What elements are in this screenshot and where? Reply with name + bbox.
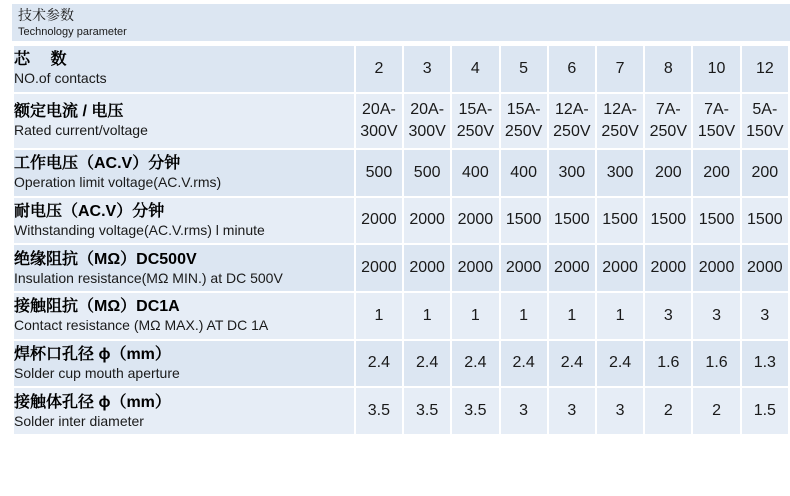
parameter-value-line: 7A-	[655, 100, 681, 118]
parameter-value: 2000	[452, 198, 498, 244]
parameter-value	[693, 94, 739, 148]
parameter-value-line: 150V	[697, 122, 736, 140]
parameter-label-en: Withstanding voltage(AC.V.rms) l minute	[14, 221, 265, 238]
parameter-value: 2000	[356, 245, 402, 291]
parameter-value: 2.4	[597, 341, 643, 387]
parameter-value-line: 12A-	[603, 100, 637, 118]
parameter-value	[501, 94, 547, 148]
parameter-row	[14, 341, 788, 387]
parameter-value: 2000	[645, 245, 691, 291]
parameter-row	[14, 46, 788, 92]
parameter-value-line: 15A-	[458, 100, 493, 118]
parameter-value-line: 7A-	[704, 100, 729, 118]
parameter-value: 500	[404, 150, 450, 196]
parameter-value: 2.4	[452, 341, 498, 387]
parameter-value: 2.4	[404, 341, 450, 387]
parameter-value-line: 250V	[601, 122, 639, 140]
parameter-label-cn: 额定电流 / 电压	[14, 103, 124, 121]
parameter-value: 3	[597, 388, 643, 434]
parameter-value: 2000	[501, 245, 547, 291]
parameter-row	[14, 388, 788, 434]
parameter-label	[14, 94, 354, 148]
parameter-value: 1.6	[645, 341, 691, 387]
parameter-value: 3.5	[356, 388, 402, 434]
parameter-value: 2000	[742, 245, 788, 291]
parameter-value: 2.4	[549, 341, 595, 387]
parameter-value-line: 15A-	[506, 100, 541, 118]
parameter-value-line: 300V	[408, 122, 446, 140]
parameter-value-line: 20A-	[362, 100, 396, 118]
parameter-value: 3	[693, 293, 739, 339]
parameter-value: 400	[501, 150, 547, 196]
parameter-value: 300	[597, 150, 643, 196]
parameter-value: 2000	[452, 245, 498, 291]
parameter-row	[14, 150, 788, 196]
parameter-table	[12, 44, 790, 436]
parameter-value	[404, 94, 450, 148]
parameter-value: 1	[549, 293, 595, 339]
parameter-value: 7	[597, 46, 643, 92]
parameter-row	[14, 293, 788, 339]
parameter-value-line: 12A-	[554, 100, 589, 118]
parameter-value-line: 250V	[456, 122, 495, 140]
parameter-value: 2	[356, 46, 402, 92]
parameter-value: 2.4	[501, 341, 547, 387]
header-title-en: Technology parameter	[18, 26, 127, 38]
parameter-row	[14, 94, 788, 148]
parameter-value: 1	[452, 293, 498, 339]
parameter-value-line: 300V	[360, 122, 398, 140]
parameter-row	[14, 245, 788, 291]
parameter-value: 3	[645, 293, 691, 339]
parameter-value: 4	[452, 46, 498, 92]
parameter-value: 1500	[693, 198, 739, 244]
parameter-value: 3	[404, 46, 450, 92]
parameter-value-line: 250V	[649, 122, 687, 140]
parameter-value: 200	[693, 150, 739, 196]
parameter-label	[14, 198, 354, 244]
header-title-cn: 技术参数	[18, 7, 74, 23]
parameter-value	[645, 94, 691, 148]
parameter-value-line: 250V	[553, 122, 591, 140]
parameter-label-cn: 焊杯口孔径 ϕ（mm）	[14, 345, 171, 363]
parameter-value: 2.4	[356, 341, 402, 387]
parameter-value: 2000	[693, 245, 739, 291]
parameter-label-en: Rated current/voltage	[14, 122, 148, 139]
parameter-value: 3	[501, 388, 547, 434]
parameter-value: 1.3	[742, 341, 788, 387]
parameter-value: 8	[645, 46, 691, 92]
parameter-table-body	[14, 46, 788, 434]
parameter-value	[597, 94, 643, 148]
parameter-label-en: Solder inter diameter	[14, 412, 144, 429]
parameter-value: 12	[742, 46, 788, 92]
parameter-value: 2	[693, 388, 739, 434]
parameter-value: 2000	[404, 245, 450, 291]
parameter-value: 1	[597, 293, 643, 339]
parameter-value: 1500	[742, 198, 788, 244]
parameter-label	[14, 46, 354, 92]
parameter-value	[452, 94, 498, 148]
parameter-value: 5	[501, 46, 547, 92]
parameter-value: 400	[452, 150, 498, 196]
parameter-value: 200	[742, 150, 788, 196]
parameter-label-cn: 接触阻抗（MΩ）DC1A	[14, 298, 180, 316]
parameter-value: 1500	[501, 198, 547, 244]
parameter-value	[549, 94, 595, 148]
parameter-label-cn: 工作电压（AC.V）分钟	[14, 155, 181, 173]
parameter-value: 1500	[645, 198, 691, 244]
parameter-value-line: 150V	[746, 122, 784, 140]
parameter-value: 500	[356, 150, 402, 196]
parameter-label-en: Insulation resistance(MΩ MIN.) at DC 500V	[14, 269, 283, 286]
parameter-row	[14, 198, 788, 244]
parameter-value	[356, 94, 402, 148]
parameter-value-line: 20A-	[410, 100, 445, 118]
parameter-value: 1.6	[693, 341, 739, 387]
parameter-label-en: NO.of contacts	[14, 70, 107, 87]
parameter-label	[14, 341, 354, 387]
section-header	[12, 4, 790, 41]
parameter-value: 2000	[356, 198, 402, 244]
parameter-value: 300	[549, 150, 595, 196]
parameter-label	[14, 245, 354, 291]
parameter-label-cn: 芯 数	[14, 51, 67, 69]
parameter-value-line: 250V	[504, 122, 543, 140]
parameter-value: 1500	[597, 198, 643, 244]
parameter-value: 200	[645, 150, 691, 196]
parameter-value: 3.5	[452, 388, 498, 434]
parameter-label-en: Operation limit voltage(AC.V.rms)	[14, 174, 222, 191]
parameter-value	[742, 94, 788, 148]
parameter-value-line: 5A-	[752, 100, 778, 118]
parameter-value: 1.5	[742, 388, 788, 434]
parameter-label-cn: 耐电压（AC.V）分钟	[14, 202, 165, 220]
parameter-value: 10	[693, 46, 739, 92]
parameter-value: 6	[549, 46, 595, 92]
parameter-label-en: Solder cup mouth aperture	[14, 364, 180, 381]
parameter-value: 3.5	[404, 388, 450, 434]
parameter-label-en: Contact resistance (MΩ MAX.) AT DC 1A	[14, 317, 269, 334]
parameter-value: 2	[645, 388, 691, 434]
parameter-value: 1	[356, 293, 402, 339]
parameter-value: 1500	[549, 198, 595, 244]
parameter-value: 1	[404, 293, 450, 339]
parameter-value: 2000	[404, 198, 450, 244]
parameter-label	[14, 388, 354, 434]
parameter-value: 1	[501, 293, 547, 339]
parameter-value: 3	[549, 388, 595, 434]
parameter-value: 2000	[549, 245, 595, 291]
parameter-label	[14, 293, 354, 339]
parameter-value: 2000	[597, 245, 643, 291]
parameter-label-cn: 绝缘阻抗（MΩ）DC500V	[14, 250, 197, 268]
parameter-label-cn: 接触体孔径 ϕ（mm）	[14, 393, 171, 411]
parameter-label	[14, 150, 354, 196]
parameter-value: 3	[742, 293, 788, 339]
